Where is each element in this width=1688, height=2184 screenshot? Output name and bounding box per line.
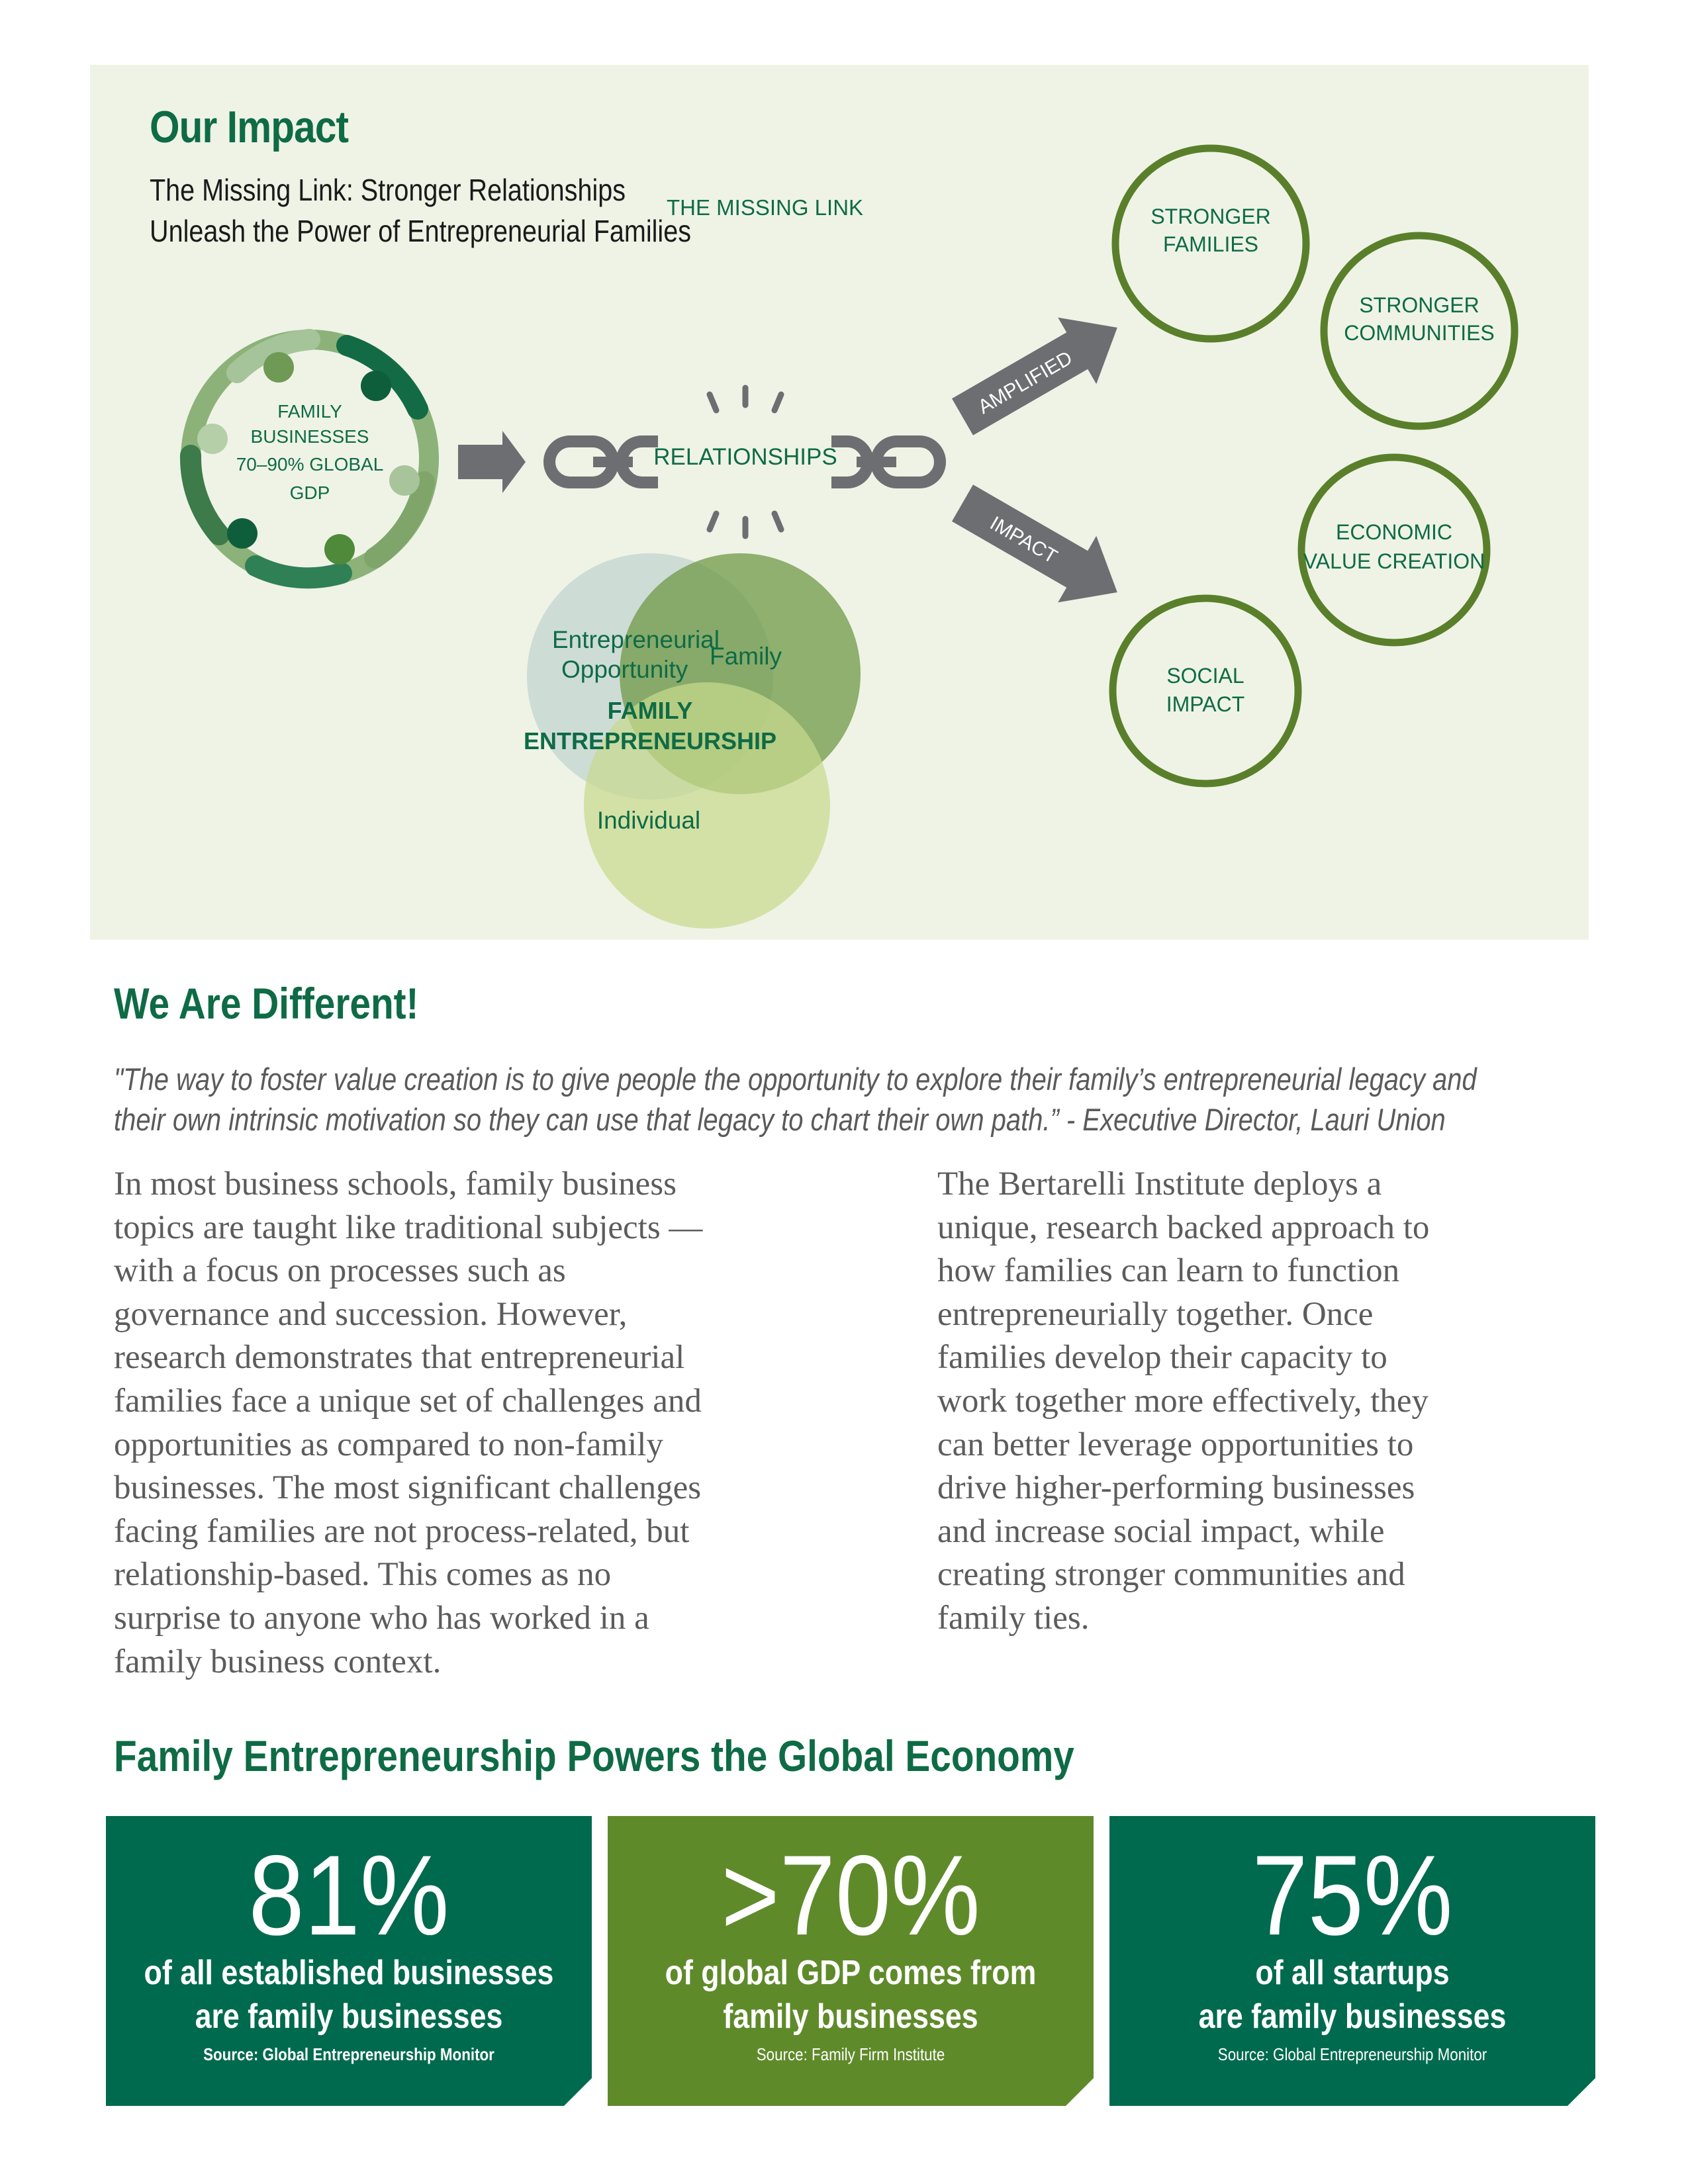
impact-subtitle-line2: Unleash the Power of Entrepreneurial Families xyxy=(150,214,691,248)
impact-subtitle-line1: The Missing Link: Stronger Relationships xyxy=(150,173,626,207)
left-line: In most business schools, family business xyxy=(114,1165,677,1203)
venn-family-label: Family xyxy=(710,643,782,670)
economy-heading: Family Entrepreneurship Powers the Global Economy xyxy=(114,1731,1074,1780)
venn-center-1: FAMILY xyxy=(607,697,693,724)
ring-label-3: 70–90% GLOBAL xyxy=(236,454,384,475)
impact-label: IMPACT xyxy=(986,512,1061,569)
amplified-arrow-icon xyxy=(943,295,1137,450)
ring-label-2: BUSINESSES xyxy=(250,426,369,447)
left-line: surprise to anyone who has worked in a xyxy=(114,1599,649,1637)
right-line: families develop their capacity to xyxy=(937,1339,1387,1377)
stat-box-startups xyxy=(1109,1816,1595,2106)
executive-quote xyxy=(114,1059,1521,1140)
stat-value: 75% xyxy=(1252,1832,1453,1959)
corner-notch xyxy=(564,2078,592,2106)
left-line: opportunities as compared to non-family xyxy=(114,1426,663,1463)
left-column-text xyxy=(114,1163,702,1684)
left-line: family business context. xyxy=(114,1643,442,1680)
stat-desc-line2: are family businesses xyxy=(195,1997,503,2036)
left-line: research demonstrates that entrepreneurial xyxy=(114,1339,685,1377)
corner-notch xyxy=(1568,2078,1595,2106)
stat-source: Source: Global Entrepreneurship Monitor xyxy=(1217,2044,1487,2064)
right-line: how families can learn to function xyxy=(937,1252,1400,1290)
outcome-communities-1: STRONGER xyxy=(1359,293,1479,317)
outcome-social-circle xyxy=(1113,598,1298,784)
missing-link-label: THE MISSING LINK xyxy=(667,195,864,220)
stat-source: Source: Global Entrepreneurship Monitor xyxy=(203,2044,494,2064)
right-line: work together more effectively, they xyxy=(937,1382,1429,1420)
right-line: unique, research backed approach to xyxy=(937,1208,1430,1246)
impact-panel xyxy=(90,65,1589,940)
ring-label-1: FAMILY xyxy=(277,401,342,422)
left-line: governance and succession. However, xyxy=(114,1295,628,1333)
right-line: creating stronger communities and xyxy=(937,1556,1405,1594)
impact-arrow-icon xyxy=(943,470,1137,625)
stat-description xyxy=(140,1951,557,2038)
amplified-label: AMPLIFIED xyxy=(974,347,1076,419)
outcome-communities-2: COMMUNITIES xyxy=(1344,321,1495,345)
venn-center-2: ENTREPRENEURSHIP xyxy=(523,727,777,754)
left-line: topics are taught like traditional subjects — xyxy=(114,1208,703,1246)
left-line: families face a unique set of challenges and xyxy=(114,1382,702,1420)
stat-description xyxy=(641,1951,1059,2038)
right-arrow-icon xyxy=(458,431,526,493)
venn-individual-label: Individual xyxy=(596,807,701,834)
stat-value: 81% xyxy=(248,1832,449,1959)
outcome-social-1: SOCIAL xyxy=(1166,664,1244,688)
left-line: relationship-based. This comes as no xyxy=(114,1556,612,1594)
outcome-families-1: STRONGER xyxy=(1150,205,1271,228)
chain-link-right-icon xyxy=(831,441,940,482)
quote-line2: their own intrinsic motivation so they can use that legacy to chart their own path.” - Executive Director, Lauri Union xyxy=(114,1102,1446,1137)
stat-desc-line2: are family businesses xyxy=(1198,1997,1507,2036)
left-line: with a focus on processes such as xyxy=(114,1252,566,1290)
right-line: The Bertarelli Institute deploys a xyxy=(937,1165,1382,1203)
ring-label-4: GDP xyxy=(289,482,330,503)
right-line: family ties. xyxy=(937,1599,1090,1637)
right-column-text xyxy=(937,1163,1429,1641)
left-line: facing families are not process-related, but xyxy=(114,1512,690,1550)
impact-title: Our Impact xyxy=(150,102,349,152)
stat-desc-line1: of all startups xyxy=(1255,1954,1450,1992)
outcome-economic-2: VALUE CREATION xyxy=(1303,549,1485,573)
impact-diagram xyxy=(90,65,1589,940)
venn-entrepreneurial-2: Opportunity xyxy=(561,656,688,683)
right-line: drive higher-performing businesses xyxy=(937,1469,1415,1507)
stat-description xyxy=(1143,1951,1561,2038)
different-heading: We Are Different! xyxy=(114,979,419,1028)
quote-line1: "The way to foster value creation is to give people the opportunity to explore their family’s entrepreneurial legacy and xyxy=(114,1062,1477,1097)
right-line: and increase social impact, while xyxy=(937,1512,1385,1550)
outcome-families-2: FAMILIES xyxy=(1162,232,1259,256)
stat-desc-line1: of global GDP comes from xyxy=(665,1954,1037,1992)
outcome-economic-1: ECONOMIC xyxy=(1336,520,1452,544)
left-line: businesses. The most significant challenges xyxy=(114,1469,702,1507)
stat-box-established xyxy=(106,1816,592,2106)
outcome-social-2: IMPACT xyxy=(1166,692,1245,716)
stat-desc-line1: of all established businesses xyxy=(144,1954,554,1992)
right-line: entrepreneurially together. Once xyxy=(937,1295,1374,1333)
venn-entrepreneurial-1: Entrepreneurial xyxy=(552,626,720,653)
chain-link-left-icon xyxy=(549,441,658,482)
stat-box-gdp xyxy=(608,1816,1094,2106)
stat-source: Source: Family Firm Institute xyxy=(756,2044,945,2064)
stat-desc-line2: family businesses xyxy=(723,1997,978,2036)
stat-value: >70% xyxy=(721,1832,980,1959)
right-line: can better leverage opportunities to xyxy=(937,1426,1414,1463)
corner-notch xyxy=(1066,2078,1094,2106)
relationships-label: RELATIONSHIPS xyxy=(653,444,837,470)
